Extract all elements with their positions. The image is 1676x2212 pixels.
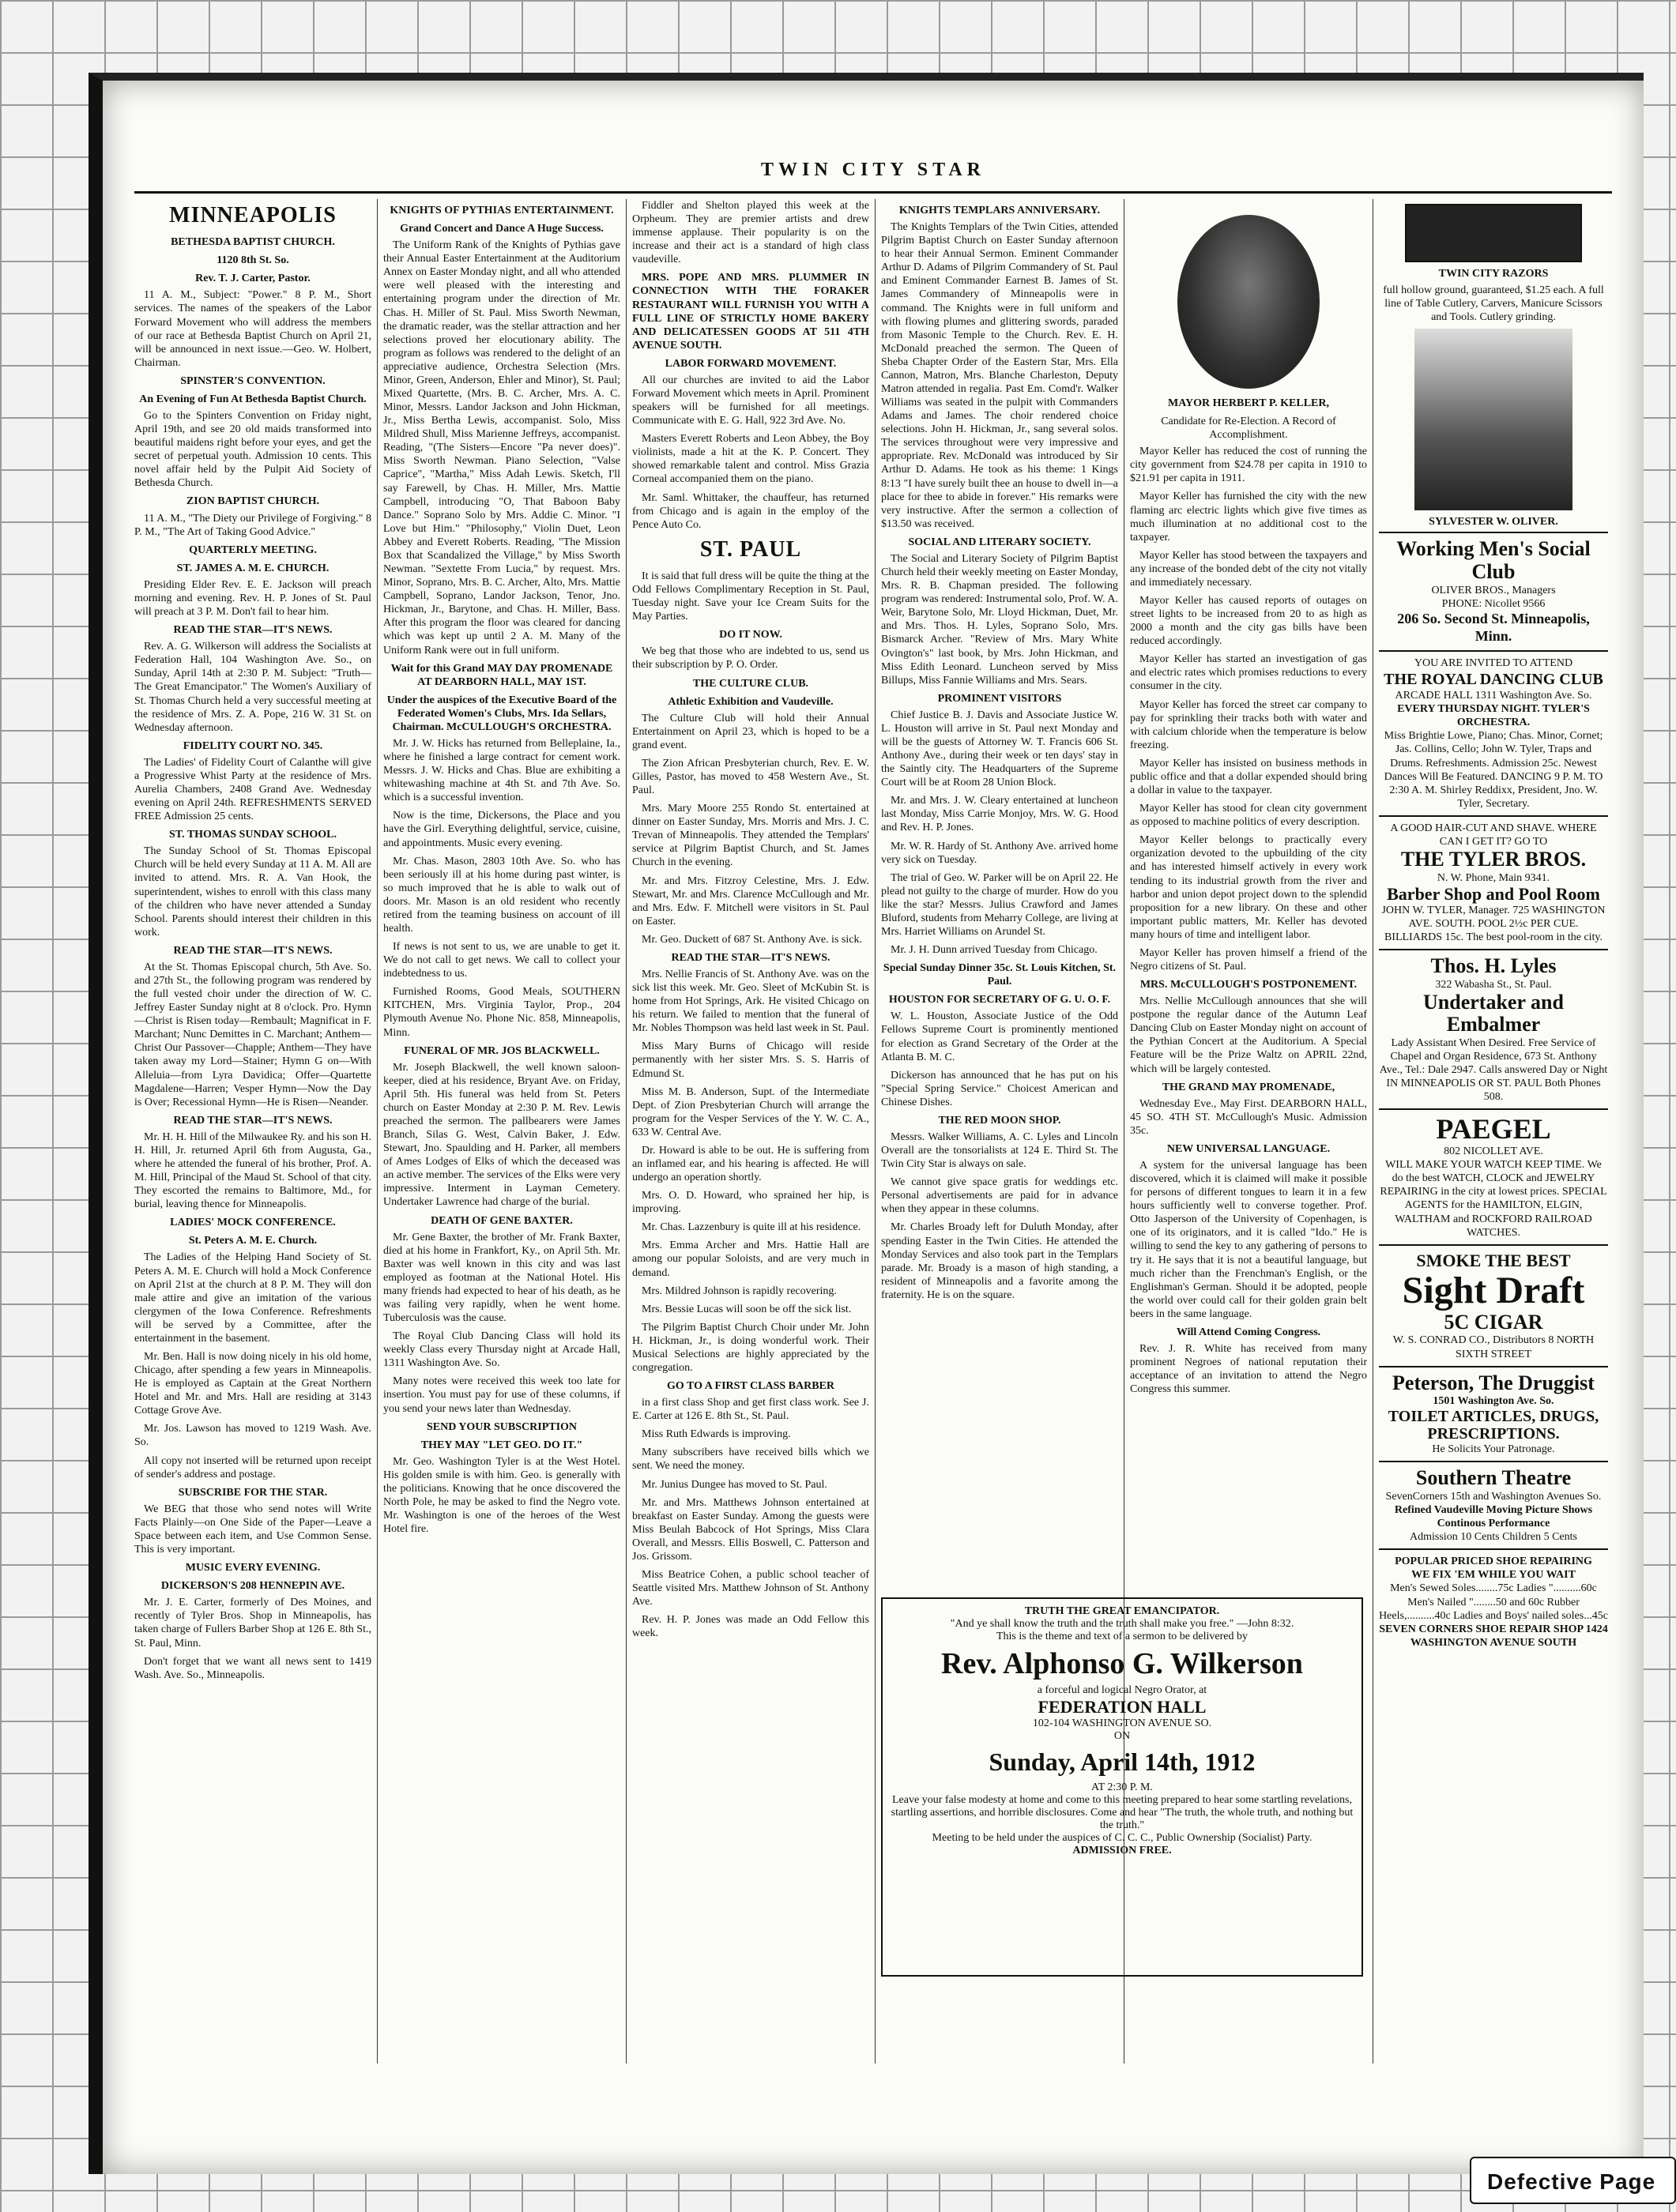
- paragraph: Now is the time, Dickersons, the Place and you have the Girl. Everything delightful, service, cuisine, and appointments. Music every evening.: [383, 810, 620, 849]
- paragraph: Miss Beatrice Cohen, a public school teacher of Seattle visited Mrs. Matthew Johnson of St. Anthony Ave.: [632, 1569, 869, 1608]
- paragraph: All copy not inserted will be returned upon receipt of sender's address and postage.: [134, 1454, 371, 1480]
- headline: THEY MAY "LET GEO. DO IT.": [420, 1439, 583, 1451]
- subheadline: DICKERSON'S 208 HENNEPIN AVE.: [160, 1580, 345, 1593]
- paragraph: Many subscribers have received bills which we sent. We need the money.: [632, 1446, 869, 1473]
- headline: ST. THOMAS SUNDAY SCHOOL.: [169, 829, 337, 841]
- paragraph: Mr. and Mrs. Matthews Johnson entertained at breakfast on Easter Sunday. Among the guests were Miss Beulah Babcock of Hot Springs, Miss Clara Overall, and Messrs. Ellis Boswell, C. Patterson and Jos. Grissom.: [632, 1496, 869, 1563]
- paragraph: Chief Justice B. J. Davis and Associate Justice W. L. Houston will arrive in St. Paul next Monday and will be the guests of Attorney W. T. Francis 606 St. Anthony Ave., during their week or ten days' stay in the Saintly city. The Headquarters of the Supreme Court will be at Room 28 Union Block.: [881, 709, 1118, 789]
- paragraph: Mr. Jos. Lawson has moved to 1219 Wash. Ave. So.: [134, 1423, 371, 1449]
- headline: Will Attend Coming Congress.: [1176, 1326, 1321, 1338]
- paragraph: If news is not sent to us, we are unable to get it. We do not call to get news. We call to collect your indebtedness to us.: [383, 941, 620, 980]
- column-rule: [377, 199, 378, 2063]
- paragraph: Mayor Keller belongs to practically every organization devoted to the upbuilding of the city and has interested himself actively in every work tending to its industrial growth from the river and harbor and union depot project down to the splendid proposition for a new library. On these and other important public matters, Mr. Keller has devoted many hours of time and intelligent labor.: [1130, 834, 1367, 941]
- paragraph: The Knights Templars of the Twin Cities, attended Pilgrim Baptist Church on Easter Sunday afternoon to hear their Annual Sermon. Eminent Commander Arthur D. Adams of Pilgrim Commandery of St. Paul and Eminent Commander Earnest B. James of St. James Commandery of Minneapolis were in command. The Knights were in full uniform and with flowing plumes and glittering swords, paraded from Masonic Temple to the Church. Rev. E. H. McDonald preached the sermon. The Queen of Sheba Chapter Order of the Eastern Star, Mrs. Ella Cannon, Matron, Mrs. Blanche Charleston, Deputy Matron attended in regalia. Past Em. Comd'r. Walker Williams was seated in the pulpit with Commanders Adams and James. The choir rendered choice selections. John H. Hickman, Jr., sang several solos. The services throughout were very impressive and appropriate. Rev. McDonald was introduced by Sir Arthur D. Adams. He took as his theme: 1 Kings 8:13 "I have surely built thee an house to dwell in—a place for thee to abide in forever." His remarks were very instructive. After the sermon a collection of $13.50 was received.: [881, 221, 1118, 530]
- paragraph: Mr. Joseph Blackwell, the well known saloon-keeper, died at his residence, Bryant Ave. on Friday, April 5th. His funeral was held from St. Peters church on Easter Monday at 2:30 P. M. Rev. Lewis preached the sermon. The pallbearers were James Branch, Silas G. West, Calvin Baker, J. Edw. Stewart, Jno. Spaulding and H. Parker, all members of Ames Lodges of Elks of which the deceased was an active member. The services of the Elks were very impressive. Interment in Layman Cemetery. Undertaker Lawrence had charge of the burial.: [383, 1061, 620, 1209]
- ad-text: SMOKE THE BEST: [1416, 1250, 1571, 1270]
- ad-text: A GOOD HAIR-CUT AND SHAVE. WHERE CAN I GET IT? GO TO: [1390, 822, 1597, 848]
- paragraph: The Ladies of the Helping Hand Society of St. Peters A. M. E. Church will hold a Mock Conference on April 21st at the church at 8 P. M. They will don male attire and give an imitation of the various clergymen of the Iowa Conference. Refreshments will be served by a Committee, after the entertainment in the basement.: [134, 1251, 371, 1345]
- headline: MUSIC EVERY EVENING.: [185, 1562, 321, 1574]
- paragraph: Miss Mary Burns of Chicago will reside permanently with her sister Mrs. S. S. Harris of Edmund St.: [632, 1040, 869, 1080]
- paragraph: Masters Everett Roberts and Leon Abbey, the Boy violinists, made a hit at the K. P. Concert. They showed remarkable talent and control. Miss Grazia Corneal accompanied them on the piano.: [632, 433, 869, 486]
- ad-text: TOILET ARTICLES, DRUGS, PRESCRIPTIONS.: [1388, 1408, 1599, 1443]
- paragraph: Mrs. Mildred Johnson is rapidly recovering.: [642, 1285, 837, 1297]
- box-text: ON: [1113, 1730, 1131, 1742]
- ad-text: Admission 10 Cents Children 5 Cents: [1410, 1531, 1577, 1544]
- headline: DO IT NOW.: [719, 629, 782, 641]
- headline: HOUSTON FOR SECRETARY OF G. U. O. F.: [888, 994, 1111, 1006]
- defective-page-label: Defective Page: [1470, 2157, 1676, 2204]
- headline: SEND YOUR SUBSCRIPTION: [426, 1420, 578, 1433]
- ad-paegel: [1379, 1108, 1608, 1243]
- ad-text: 322 Wabasha St., St. Paul.: [1435, 978, 1552, 991]
- headline: FUNERAL OF MR. JOS BLACKWELL.: [404, 1044, 600, 1057]
- headline: PROMINENT VISITORS: [937, 692, 1062, 705]
- paragraph: Presiding Elder Rev. E. E. Jackson will preach morning and evening. Rev. H. P. Jones of St. Paul will preach at 3 P. M. Don't fail to hear him.: [134, 578, 371, 619]
- ad-title: Thos. H. Lyles: [1430, 954, 1557, 978]
- venue-name: FEDERATION HALL: [1038, 1697, 1207, 1717]
- ad-text: 802 NICOLLET AVE.: [1444, 1146, 1543, 1158]
- paragraph: Mr. W. R. Hardy of St. Anthony Ave. arrived home very sick on Tuesday.: [881, 840, 1118, 866]
- mayor-portrait-image: [1177, 215, 1320, 389]
- paragraph: Dr. Howard is able to be out. He is suffering from an inflamed ear, and his hearing is affected. He will undergo an operation shortly.: [632, 1144, 869, 1184]
- headline: LABOR FORWARD MOVEMENT.: [665, 357, 837, 370]
- column-minneapolis: [134, 199, 371, 2040]
- paragraph: Mr. and Mrs. J. W. Cleary entertained at luncheon last Monday, Miss Carrie Monjoy, Mrs. W. G. Hood and Rev. H. P. Jones.: [881, 795, 1118, 834]
- headline: Wait for this Grand MAY DAY PROMENADE AT DEARBORN HALL, MAY 1ST.: [390, 662, 613, 688]
- paragraph: Go to the Spinters Convention on Friday night, April 19th, and see 20 old maids transformed into beautiful maidens right before your eyes, and get the secret of perpetual youth. Admission 10 cents. This novel affair held by the Pulpit Aid Society of Bethesda Church.: [134, 410, 371, 490]
- paragraph: All our churches are invited to aid the Labor Forward Movement which meets in April. Prominent speakers will be furnished for all meetings. Communicate with E. G. Hall, 922 3rd Ave. No.: [632, 374, 869, 427]
- headline: READ THE STAR—IT'S NEWS.: [173, 624, 333, 637]
- paragraph: Mr. Gene Baxter, the brother of Mr. Frank Baxter, died at his home in Frankfort, Ky., on April 5th. Mr. Baxter was well known in this city and was last employed as footman at the National Hotel. His many friends had expected to hear of his death, as he was failing very rapidly, when he went home. Tuberculosis was the cause.: [383, 1231, 620, 1325]
- paragraph: Mayor Keller has insisted on business methods in public office and that a dollar expended should bring a dollar in value to the taxpayer.: [1130, 757, 1367, 797]
- column-4: [881, 199, 1118, 1582]
- box-text: a forceful and logical Negro Orator, at: [1037, 1684, 1207, 1696]
- box-text: Meeting to be held under the auspices of C. C. C., Public Ownership (Socialist) Party.: [932, 1832, 1313, 1844]
- paragraph: Mrs. Mary Moore 255 Rondo St. entertained at dinner on Easter Sunday, Mrs. Morris and Mrs. J. C. Trevan of Minneapolis. They attended the Templars' service at Pilgrim Baptist Church, and St. James Church in the evening.: [632, 803, 869, 869]
- headline: QUARTERLY MEETING.: [189, 544, 317, 556]
- paragraph: Dickerson has announced that he has put on his "Special Spring Service." Choicest American and Chinese Dishes.: [881, 1069, 1118, 1108]
- headline: GO TO A FIRST CLASS BARBER: [666, 1380, 835, 1393]
- ad-shoe-repair: [1379, 1548, 1608, 1654]
- ad-text: PHONE: Nicollet 9566: [1441, 597, 1546, 610]
- sermon-announcement-box: [881, 1597, 1363, 1977]
- paragraph: At the St. Thomas Episcopal church, 5th Ave. So. and 27th St., the following program was rendered by the full vested choir under the direction of W. C. Jeffrey Easter Sunday night at 8 o'clock. Pro. Hymn—Christ is Risen today—Rembault; Magnificat in F. Marchant; Nunc Demittes in C. Marchant; Anthem—Christ Our Passover—Chapple; Anthem—They have taken away my Lord—Stainer; Hymn G on—With Alleluia—from Lyra Davidica; Offer—Quartette Magdalene—Harren; Vesper Hymn—Now the Day is Over; Recessional Hymn—He is Risen—Neander.: [134, 961, 371, 1108]
- section-title: MINNEAPOLIS: [169, 203, 337, 228]
- subheadline: Grand Concert and Dance A Huge Success.: [400, 223, 604, 235]
- ad-text: EVERY THURSDAY NIGHT. TYLER'S ORCHESTRA.: [1397, 703, 1590, 729]
- section-title: ST. PAUL: [699, 536, 802, 562]
- paragraph: Mr. and Mrs. Fitzroy Celestine, Mrs. J. Edw. Stewart, Mr. and Mrs. Clarence McCullough and Mr. and Mrs. Edw. F. Mitchell were visitors in St. Paul on Easter.: [632, 875, 869, 927]
- ad-title: PAEGEL: [1436, 1113, 1551, 1146]
- oliver-portrait-image: [1414, 329, 1572, 510]
- headline: READ THE STAR—IT'S NEWS.: [173, 1114, 333, 1127]
- paragraph: A system for the universal language has been discovered, which it is claimed will make it possible for persons of different tongues to learn it in a few hours sufficiently well to converse together. Prof. Otto Jasperson of the University of Copenhagen, is one of its originators, and it is called "Ido." He is willing to send the key to any gathering of persons to try it. He says that it is not a beautiful language, but much richer than the Frenchman's English, or the Englishman's German. Should it be adopted, people the world over could call for their golden grain belt beers in the same language.: [1130, 1159, 1367, 1320]
- paragraph: Messrs. Walker Williams, A. C. Lyles and Lincoln Overall are the tonsorialists at 124 E. Third St. The Twin City Star is always on sale.: [881, 1131, 1118, 1171]
- paragraph: Miss M. B. Anderson, Supt. of the Intermediate Dept. of Zion Presbyterian Church will arrange the program for the Vesper Services of the Y. W. C. A., 633 W. Central Ave.: [632, 1085, 869, 1138]
- paragraph: Mr. Ben. Hall is now doing nicely in his old home, Chicago, after spending a few years in Minneapolis. He is employed as Captain at the Great Northern Hotel and Mr. and Mrs. Hall are residing at 3143 Cottage Grove Ave.: [134, 1351, 371, 1417]
- ad-text: YOU ARE INVITED TO ATTEND: [1414, 656, 1573, 669]
- ad-title: Working Men's Social Club: [1396, 537, 1591, 583]
- paragraph: Mayor Keller has proven himself a friend of the Negro citizens of St. Paul.: [1130, 946, 1367, 972]
- event-date: Sunday, April 14th, 1912: [989, 1747, 1256, 1776]
- paragraph: W. L. Houston, Associate Justice of the Odd Fellows Supreme Court is prominently mentioned for election as Grand Secretary of the Order at the Atlanta B. M. C.: [881, 1010, 1118, 1063]
- ad-tyler-bros: [1379, 815, 1608, 949]
- paragraph: 11 A. M., Subject: "Power." 8 P. M., Short services. The names of the speakers of the Labor Forward Movement who will address the members of our race at Bethesda Baptist Church on April 21, will be announced in next issue.—Geo. W. Holbert, Chairman.: [134, 289, 371, 369]
- paragraph: The Culture Club will hold their Annual Entertainment on April 23, which is hoped to be a grand event.: [632, 712, 869, 751]
- box-text: This is the theme and text of a sermon to be delivered by: [996, 1631, 1249, 1642]
- paragraph: Don't forget that we want all news sent to 1419 Wash. Ave. So., Minneapolis.: [134, 1655, 371, 1681]
- paragraph: Mayor Keller has forced the street car company to pay for sprinkling their tracks both with water and with calcium chloride when the temperature is below freezing.: [1130, 698, 1367, 751]
- paragraph: Mr. Chas. Mason, 2803 10th Ave. So. who has been seriously ill at his home during past winter, is so much improved that he is able to walk out of doors. Mr. Mason is an old resident who recently retired from the teaming business on account of ill health.: [383, 855, 620, 935]
- ad-title: THE ROYAL DANCING CLUB: [1384, 670, 1603, 688]
- paragraph: Mr. Geo. Washington Tyler is at the West Hotel. His golden smile is with him. Geo. is generally with the politicians. Knowing that he once discovered the North Pole, he may be asked to find the Negro vote. Mr. Washington is one of the heroes of the West Hotel fire.: [383, 1455, 620, 1536]
- box-heading: TRUTH THE GREAT EMANCIPATOR.: [1024, 1605, 1220, 1617]
- paragraph: Mr. H. H. Hill of the Milwaukee Ry. and his son H. H. Hill, Jr. returned April 6th from Augusta, Ga., where he attended the funeral of his brother, Prof. A. M. Hill, Principal of the Maud St. School of that city. They escorted the remains to Baltimore, Md., for burial, leaving thence for Minneapolis.: [134, 1130, 371, 1211]
- paragraph: in a first class Shop and get first class work. See J. E. Carter at 126 E. 8th St., St. Paul.: [632, 1397, 869, 1423]
- admission-text: ADMISSION FREE.: [1072, 1845, 1172, 1856]
- newspaper-page: [89, 73, 1644, 2174]
- paragraph: Rev. A. G. Wilkerson will address the Socialists at Federation Hall, 104 Washington Ave. So., on Sunday, April 14th at 2:30 P. M. Subject: "Truth—The Great Emancipator." The Women's Auxiliary of St. Thomas Church held a very successful meeting at the residence of Mrs. Z. A. Pope, 216 W. 31 St. on Wednesday afternoon.: [134, 641, 371, 734]
- paragraph: The Royal Club Dancing Class will hold its weekly Class every Thursday night at Arcade Hall, 1311 Washington Ave. So.: [383, 1330, 620, 1370]
- headline: LADIES' MOCK CONFERENCE.: [170, 1217, 336, 1229]
- paragraph: The Pilgrim Baptist Church Choir under Mr. John H. Hickman, Jr., is doing wonderful work. Their Musical Selections are highly appreciated by the congregation.: [632, 1321, 869, 1375]
- headline: THE RED MOON SHOP.: [938, 1114, 1061, 1127]
- paragraph: Mayor Keller has reduced the cost of running the city government from $24.78 per capita in 1910 to $21.91 per capita in 1911.: [1130, 446, 1367, 485]
- venue-address: 102-104 WASHINGTON AVENUE SO.: [1032, 1717, 1212, 1729]
- ad-text: Miss Brightie Lowe, Piano; Chas. Minor, Cornet; Jas. Collins, Cello; John W. Tyler, Traps and Drums. Refreshments. Admission 25c. Newest Dances Will Be Featured. DANCING 9 P. M. TO 2:30 A. M. Shirley Reddixx, President, Jno. W. Tyler, Secretary.: [1384, 730, 1603, 810]
- ad-lyles-undertaker: [1379, 949, 1608, 1108]
- paragraph: Mr. J. H. Dunn arrived Tuesday from Chicago.: [891, 944, 1098, 957]
- subheadline: Athletic Exhibition and Vaudeville.: [668, 695, 834, 708]
- headline: KNIGHTS TEMPLARS ANNIVERSARY.: [898, 205, 1101, 216]
- headline: SOCIAL AND LITERARY SOCIETY.: [908, 536, 1091, 548]
- ad-text: JOHN W. TYLER, Manager. 725 WASHINGTON AVE. SOUTH. POOL 2½c PER CUE. BILLIARDS 15c. The best pool-room in the city.: [1381, 904, 1606, 943]
- ad-royal-dancing-club: [1379, 650, 1608, 815]
- ad-text: full hollow ground, guaranteed, $1.25 each. A full line of Table Cutlery, Carvers, Manicure Scissors and Tools. Cutlery grinding.: [1383, 284, 1604, 324]
- subheadline: 1120 8th St. So.: [217, 254, 289, 267]
- headline: MRS. McCULLOUGH'S POSTPONEMENT.: [1139, 979, 1358, 991]
- paragraph: Mayor Keller has caused reports of outages on street lights to be increased from 20 to as high as 2000 a month and the city gas bills have been reduced accordingly.: [1130, 595, 1367, 648]
- paragraph: Furnished Rooms, Good Meals, SOUTHERN KITCHEN, Mrs. Virginia Taylor, Prop., 204 Plymouth Avenue No. Phone Nic. 858, Minneapolis, Minn.: [383, 986, 620, 1039]
- headline: SPINSTER'S CONVENTION.: [180, 374, 326, 387]
- paragraph: Mrs. Bessie Lucas will soon be off the sick list.: [642, 1303, 852, 1315]
- column-3: [632, 199, 869, 2040]
- paragraph: Mr. Charles Broady left for Duluth Monday, after spending Easter in the Twin Cities. He attended the Monday Services and also took part in the Templars parade. Mr. Broady is a mason of high standing, a resident of Minneapolis and a favorite among the fraternity. He is on the square.: [881, 1221, 1118, 1301]
- ad-title: TWIN CITY RAZORS: [1438, 268, 1549, 280]
- paragraph: Mr. J. E. Carter, formerly of Des Moines, and recently of Tyler Bros. Shop in Minneapolis, has taken charge of Fullers Barber Shop at 126 E. 8th St., St. Paul, Minn.: [134, 1597, 371, 1650]
- ad-sight-draft-cigar: [1379, 1244, 1608, 1366]
- ad-text: Lady Assistant When Desired. Free Service of Chapel and Organ Residence, 673 St. Anthony Ave., Tel.: Dale 2947. Calls answered Day or Night IN MINNEAPOLIS OR ST. PAUL Both Phones 508.: [1379, 1036, 1608, 1104]
- headline: SUBSCRIBE FOR THE STAR.: [178, 1486, 328, 1499]
- paragraph: The Social and Literary Society of Pilgrim Baptist Church held their weekly meeting on Easter Monday, Mrs. R. B. Chapman presided. The following program was rendered: Instrumental solo, Prof. W. A. Weir, Barytone Solo, Mr. Lloyd Hickman, Duet, Mr. and Mrs. Thos. H. Lyles, Soprano Solo, Mrs. Bismarck Archer. "Review of Mrs. Mary White Ovington's" last book, by Mrs. John Hickman, and Miss Edith Leonard. Luncheon served by Miss Billups, Miss Fannie Williams and Mrs. Sears.: [881, 552, 1118, 687]
- column-rule: [875, 199, 876, 2063]
- ad-title: Sight Draft: [1402, 1270, 1585, 1312]
- paragraph: Mr. Junius Dungee has moved to St. Paul.: [642, 1478, 827, 1491]
- box-text: Leave your false modesty at home and come to this meeting prepared to hear some startling revelations, startling assertions, and horrible disclosures. Come and hear "The truth, the whole truth, and nothing but the truth.": [891, 1794, 1354, 1831]
- headline: KNIGHTS OF PYTHIAS ENTERTAINMENT.: [390, 205, 614, 216]
- photo-subcaption: Candidate for Re-Election. A Record of Accomplishment.: [1161, 416, 1336, 442]
- ad-title: Southern Theatre: [1415, 1466, 1572, 1490]
- ad-text: He Solicits Your Patronage.: [1432, 1443, 1555, 1456]
- subheadline: St. Peters A. M. E. Church.: [188, 1235, 318, 1247]
- subheadline: Under the auspices of the Executive Board of the Federated Women's Clubs, Mrs. Ida Sellars, Chairman. McCULLOUGH'S ORCHESTRA.: [386, 694, 617, 733]
- headline: BETHESDA BAPTIST CHURCH.: [171, 236, 335, 249]
- paragraph: The Ladies' of Fidelity Court of Calanthe will give a Progressive Whist Party at the residence of Mrs. Aurelia Chambers, 2408 Grand Ave. Wednesday evening on April 24th. REFRESHMENTS SERVED FREE Admission 25 cents.: [134, 756, 371, 823]
- ad-text: Refined Vaudeville Moving Picture Shows Continous Performance: [1394, 1504, 1593, 1530]
- paragraph: We cannot give space gratis for weddings etc. Personal advertisements are paid for in advance when they appear in these columns.: [881, 1176, 1118, 1216]
- ad-text: 1501 Washington Ave. So.: [1433, 1395, 1554, 1408]
- event-time: AT 2:30 P. M.: [1091, 1781, 1153, 1793]
- paragraph: The Sunday School of St. Thomas Episcopal Church will be held every Sunday at 11 A. M. All are invited to attend. Mrs. R. A. Van Hook, the superintendent, wishes to enroll with this class many of the children who have never attended a Sunday School. Parents should interest their children in this work.: [134, 845, 371, 939]
- paragraph: Fiddler and Shelton played this week at the Orpheum. They are premier artists and drew immense applause. Their popularity is on the increase and their act is a standard of high class vaudeville.: [632, 200, 869, 266]
- headline: Special Sunday Dinner 35c. St. Louis Kitchen, St. Paul.: [883, 962, 1117, 988]
- paragraph: Mayor Keller has started an investigation of gas and electric rates which promises reductions to every consumer in the city.: [1130, 653, 1367, 693]
- paragraph: It is said that full dress will be quite the thing at the Odd Fellows Complimentary Reception in St. Paul, Tuesday night. Save your Ice Cream Suits for the May Parties.: [632, 570, 869, 623]
- subheadline: ST. JAMES A. M. E. CHURCH.: [176, 562, 330, 574]
- ad-text: 5C CIGAR: [1444, 1310, 1543, 1334]
- paragraph: Wednesday Eve., May First. DEARBORN HALL, 45 SO. 4TH ST. McCullough's Music. Admission 35c.: [1130, 1097, 1367, 1137]
- box-quote: "And ye shall know the truth and the truth shall make you free." —John 8:32.: [950, 1618, 1294, 1630]
- headline: THE CULTURE CLUB.: [692, 677, 809, 690]
- ad-text: ARCADE HALL 1311 Washington Ave. So.: [1395, 690, 1592, 702]
- ad-title: THE TYLER BROS.: [1400, 847, 1587, 871]
- paragraph: Mrs. Nellie McCullough announces that she will postpone the regular dance of the Autumn Leaf Dancing Club on Easter Monday night on account of the Pythian Concert at the Auditorium. A Special Feature will be the Prize Waltz on APRIL 22nd, which will be largely contested.: [1130, 995, 1367, 1075]
- paragraph: Mr. Saml. Whittaker, the chauffeur, has returned from Chicago and is again in the employ of the Pence Auto Co.: [632, 491, 869, 531]
- subheadline: Rev. T. J. Carter, Pastor.: [195, 273, 311, 285]
- headline: READ THE STAR—IT'S NEWS.: [671, 951, 830, 964]
- paragraph: Mr. Chas. Lazzenbury is quite ill at his residence.: [642, 1221, 861, 1234]
- paragraph: Miss Ruth Edwards is improving.: [642, 1428, 791, 1441]
- ad-text: SEVEN CORNERS SHOE REPAIR SHOP 1424 WASHINGTON AVENUE SOUTH: [1379, 1623, 1608, 1649]
- photo-caption: SYLVESTER W. OLIVER.: [1429, 516, 1558, 529]
- paragraph: Rev. J. R. White has received from many prominent Negroes of national reputation their acceptance of an invitation to attend the Negro Congress this summer.: [1130, 1343, 1367, 1396]
- paragraph: Many notes were received this week too late for insertion. You must pay for use of these columns, if you send your news later than Wednesday.: [383, 1375, 620, 1415]
- paragraph: Rev. H. P. Jones was made an Odd Fellow this week.: [632, 1614, 869, 1640]
- headline: ZION BAPTIST CHURCH.: [186, 495, 320, 508]
- headline: READ THE STAR—IT'S NEWS.: [173, 944, 333, 957]
- column-advertisements: [1379, 199, 1608, 2040]
- paragraph: Mayor Keller has stood for clean city government as opposed to machine politics of every description.: [1130, 803, 1367, 829]
- column-2: [383, 199, 620, 2040]
- ad-text: WILL MAKE YOUR WATCH KEEP TIME. We do the best WATCH, CLOCK and JEWELRY REPAIRING in the city at lowest prices. SPECIAL AGENTS for the HAMILTON, ELGIN, WALTHAM and ROCKFORD RAILROAD WATCHES.: [1380, 1159, 1607, 1239]
- ad-peterson-druggist: [1379, 1366, 1608, 1462]
- ad-title: Peterson, The Druggist: [1392, 1371, 1595, 1394]
- paragraph: Mrs. O. D. Howard, who sprained her hip, is improving.: [632, 1190, 869, 1216]
- paragraph: Mrs. Nellie Francis of St. Anthony Ave. was on the sick list this week. Mr. Geo. Sleet of McKubin St. is home from Hot Springs, Ark. He visited Chicago on his return. We failed to mention that the funeral of Mr. Nobles Thompson was held last week in St. Paul.: [632, 968, 869, 1035]
- column-rule: [626, 199, 627, 2063]
- headline: FIDELITY COURT NO. 345.: [183, 739, 323, 752]
- ad-text: Men's Sewed Soles........75c Ladies "..........60c Men's Nailed "........50 and 60c Rubber Heels,..........40c Ladies and Boys' nailed soles...45c: [1379, 1582, 1608, 1622]
- ad-text: 206 So. Second St. Minneapolis, Minn.: [1397, 610, 1590, 644]
- masthead: TWIN CITY STAR: [134, 160, 1612, 194]
- ad-text: WE FIX 'EM WHILE YOU WAIT: [1411, 1569, 1576, 1582]
- paragraph: We BEG that those who send notes will Write Facts Plainly—on One Side of the Paper—Leave a Space between each item, and Use Common Sense. This is very important.: [134, 1503, 371, 1556]
- ad-title: Undertaker and Embalmer: [1423, 990, 1564, 1036]
- ad-text: W. S. CONRAD CO., Distributors 8 NORTH SIXTH STREET: [1392, 1334, 1595, 1360]
- paragraph: The Uniform Rank of the Knights of Pythias gave their Annual Easter Entertainment at the Auditorium Annex on Easter Monday night, and all who attended were well pleased with the interesting and entertaining program under the direction of Mr. Chas. H. Miller of St. Paul. Miss Sworth Newman, the dramatic reader, was the stellar attraction and her selections proved her elocutionary ability. The program as follows was rendered to the delight of an appreciative audience, Orchestra Selection (Mrs. Minor, Green, Anderson, Ehler and Minor), St. Paul; Mixed Quartette, (Mrs. B. C. Archer, Mrs. A. C. Minor, Messrs. Landor Jackson and John Hickman, Jr., Miss Bertha Lewis, accompanist. Solo, Miss Mildred Shull, Miss Marienne Jeffreys, accompanist. Reading, "(The Sisters—Encore "Pa never does)". Miss Sworth Newman. Piano Selection, "Valse Caprice", "Martha," Miss Adah Lewis. Sketch, I'll say Farewell, by Chas. H. Miller, Mrs. Mattie Campbell, introducing "O, That Baboon Baby Dance." Soprano Solo by Mrs. Addie C. Minor. "I Love but Him." "Philosophy," Violin Duet, Leon Abbey and Everett Roberts. Reading, "The Mission Box that Scandalized the Village," by Miss Sworth Newman. "Sextette From Lucia," by request. Mrs. Minor, Soprano, Mrs. B. C. Archer, Alto, Mrs. Mattie Campbell, Soprano, Landor Jackson, Tenor, Jno. Hickman, Jr., Barytone, and Chas. H. Miller, Bass. After this program the floor was cleared for dancing which was kept up until 2 A. M. Many of the Uniform Rank were out in full uniform.: [383, 239, 620, 656]
- paragraph: The trial of Geo. W. Parker will be on April 22. He plead not guilty to the charge of murder. How do you like the star? Messrs. Julius Crawford and James Bluford, students from Meharry College, are living at Mrs. Harriet Williams on Arundel St.: [881, 871, 1118, 938]
- headline: THE GRAND MAY PROMENADE,: [1162, 1081, 1335, 1093]
- ad-title: Barber Shop and Pool Room: [1387, 883, 1600, 904]
- paragraph: We beg that those who are indebted to us, send us their subscription by P. O. Order.: [632, 645, 869, 672]
- paragraph: Mrs. Emma Archer and Mrs. Hattie Hall are among our popular Soloists, and are very much in demand.: [632, 1240, 869, 1279]
- paragraph: 11 A. M., "The Diety our Privilege of Forgiving." 8 P. M., "The Art of Taking Good Advice.": [134, 512, 371, 538]
- paragraph: Mayor Keller has stood between the taxpayers and any increase of the bonded debt of the city not vitally and immediately necessary.: [1130, 549, 1367, 589]
- ad-text: OLIVER BROS., Managers: [1431, 584, 1556, 596]
- headline: DEATH OF GENE BAXTER.: [431, 1214, 573, 1227]
- speaker-name: Rev. Alphonso G. Wilkerson: [941, 1647, 1303, 1680]
- ad-title: POPULAR PRICED SHOE REPAIRING: [1395, 1556, 1592, 1568]
- paragraph: Mayor Keller has furnished the city with the new flaming arc electric lights which give five times as much illumination at no additional cost to the taxpayer.: [1130, 491, 1367, 544]
- paragraph: MRS. POPE AND MRS. PLUMMER IN CONNECTION WITH THE FORAKER RESTAURANT WILL FURNISH YOU WITH A FULL LINE OF STRICTLY HOME BAKERY AND DELICATESSEN GOODS AT 511 4TH AVENUE SOUTH.: [632, 272, 869, 352]
- ad-text: SevenCorners 15th and Washington Avenues So.: [1385, 1490, 1602, 1503]
- ad-southern-theatre: [1379, 1461, 1608, 1548]
- photo-caption: MAYOR HERBERT P. KELLER,: [1168, 397, 1329, 409]
- paragraph: The Zion African Presbyterian church, Rev. E. W. Gilles, Pastor, has moved to 458 Western Ave., St. Paul.: [632, 757, 869, 797]
- razor-image: [1405, 204, 1582, 262]
- subheadline: An Evening of Fun At Bethesda Baptist Church.: [139, 393, 367, 405]
- paragraph: Mr. Geo. Duckett of 687 St. Anthony Ave. is sick.: [642, 933, 862, 946]
- ad-social-club: [1379, 532, 1608, 649]
- ad-text: N. W. Phone, Main 9341.: [1437, 871, 1550, 884]
- paragraph: Mr. J. W. Hicks has returned from Belleplaine, Ia., where he finished a large contract for cement work. Messrs. J. W. Hicks and Chas. Blue are exhibiting a whitewashing machine at 4th St. and 7th Ave. So. which is a successful invention.: [383, 737, 620, 804]
- headline: NEW UNIVERSAL LANGUAGE.: [1166, 1142, 1331, 1155]
